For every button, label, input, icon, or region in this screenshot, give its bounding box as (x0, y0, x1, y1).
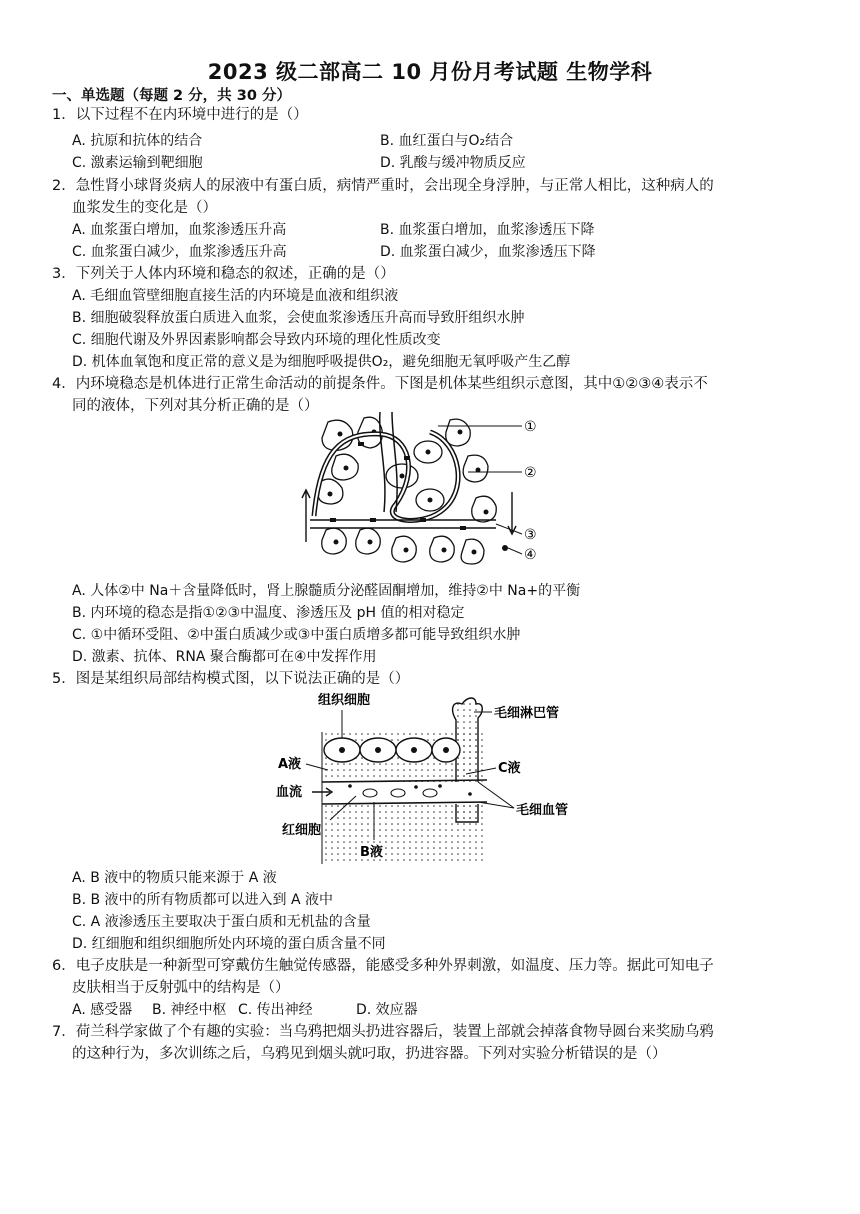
label-capillary: 毛细血管 (516, 803, 569, 818)
label-blood-flow: 血流 (276, 785, 303, 800)
question-2-stem-line2: 血浆发生的变化是（） (72, 200, 217, 216)
label-b-fluid: B液 (360, 845, 383, 860)
diagram-label-1: ① (524, 419, 537, 435)
label-tissue-cell: 组织细胞 (318, 693, 371, 708)
question-6-stem-line1: 6．电子皮肤是一种新型可穿戴仿生触觉传感器，能感受多种外界刺激，如温度、压力等。据此可知电子 (52, 958, 714, 974)
question-7-stem-line2: 的这种行为，多次训练之后，乌鸦见到烟头就叼取，扔进容器。下列对实验分析错误的是（） (72, 1046, 667, 1062)
question-2-stem-line1: 2．急性肾小球肾炎病人的尿液中有蛋白质，病情严重时，会出现全身浮肿，与正常人相比，这种病人的 (52, 178, 714, 194)
label-lymph-capillary: 毛细淋巴管 (494, 706, 560, 721)
question-4-stem-line2: 同的液体，下列对其分析正确的是（） (72, 398, 319, 414)
q1-option-d: D. 乳酸与缓冲物质反应 (380, 155, 526, 171)
diagram-label-3: ③ (524, 527, 537, 543)
q2-option-c: C. 血浆蛋白减少，血浆渗透压升高 (72, 244, 287, 260)
q1-option-b: B. 血红蛋白与O₂结合 (380, 133, 514, 149)
q6-option-d: D. 效应器 (356, 1002, 418, 1018)
tissue-fluid-diagram (300, 412, 560, 582)
question-1-stem: 1．以下过程不在内环境中进行的是（） (52, 107, 308, 123)
q4-option-b: B. 内环境的稳态是指①②③中温度、渗透压及 pH 值的相对稳定 (72, 605, 465, 621)
q2-option-b: B. 血浆蛋白增加，血浆渗透压下降 (380, 222, 595, 238)
label-a-fluid: A液 (278, 757, 302, 772)
q3-option-c: C. 细胞代谢及外界因素影响都会导致内环境的理化性质改变 (72, 332, 441, 348)
tissue-structure-diagram (270, 690, 610, 868)
question-4-stem-line1: 4．内环境稳态是机体进行正常生命活动的前提条件。下图是机体某些组织示意图，其中①②③④表示不 (52, 376, 708, 392)
q4-option-a: A. 人体②中 Na＋含量降低时，肾上腺髓质分泌醛固酮增加，维持②中 Na+的平衡 (72, 583, 581, 599)
question-7-stem-line1: 7．荷兰科学家做了个有趣的实验：当乌鸦把烟头扔进容器后，装置上部就会掉落食物导圆台来奖励乌鸦 (52, 1024, 714, 1040)
page-title: 2023 级二部高二 10 月份月考试题 生物学科 (207, 60, 653, 84)
q5-option-a: A. B 液中的物质只能来源于 A 液 (72, 870, 277, 886)
q1-option-c: C. 激素运输到靶细胞 (72, 155, 203, 171)
q2-option-a: A. 血浆蛋白增加，血浆渗透压升高 (72, 222, 287, 238)
label-red-blood-cell: 红细胞 (282, 823, 322, 838)
question-3-stem: 3．下列关于人体内环境和稳态的叙述，正确的是（） (52, 266, 395, 282)
q3-option-d: D. 机体血氧饱和度正常的意义是为细胞呼吸提供O₂，避免细胞无氧呼吸产生乙醇 (72, 354, 571, 370)
q4-option-d: D. 激素、抗体、RNA 聚合酶都可在④中发挥作用 (72, 649, 377, 665)
q1-option-a: A. 抗原和抗体的结合 (72, 133, 203, 149)
q5-option-c: C. A 液渗透压主要取决于蛋白质和无机盐的含量 (72, 914, 371, 930)
q5-option-b: B. B 液中的所有物质都可以进入到 A 液中 (72, 892, 334, 908)
diagram-label-4: ④ (524, 547, 537, 563)
q3-option-b: B. 细胞破裂释放蛋白质进入血浆，会使血浆渗透压升高而导致肝组织水肿 (72, 310, 525, 326)
diagram-label-2: ② (524, 465, 537, 481)
q6-option-c: C. 传出神经 (238, 1002, 313, 1018)
q2-option-d: D. 血浆蛋白减少，血浆渗透压下降 (380, 244, 596, 260)
q4-option-c: C. ①中循环受阻、②中蛋白质减少或③中蛋白质增多都可能导致组织水肿 (72, 627, 521, 643)
section-heading: 一、单选题（每题 2 分，共 30 分） (52, 88, 291, 104)
q6-option-a: A. 感受器 (72, 1002, 133, 1018)
q6-option-b: B. 神经中枢 (152, 1002, 227, 1018)
q3-option-a: A. 毛细血管壁细胞直接生活的内环境是血液和组织液 (72, 288, 399, 304)
question-5-stem: 5．图是某组织局部结构模式图，以下说法正确的是（） (52, 671, 410, 687)
label-c-fluid: C液 (498, 761, 521, 776)
question-6-stem-line2: 皮肤相当于反射弧中的结构是（） (72, 980, 290, 996)
q5-option-d: D. 红细胞和组织细胞所处内环境的蛋白质含量不同 (72, 936, 386, 952)
